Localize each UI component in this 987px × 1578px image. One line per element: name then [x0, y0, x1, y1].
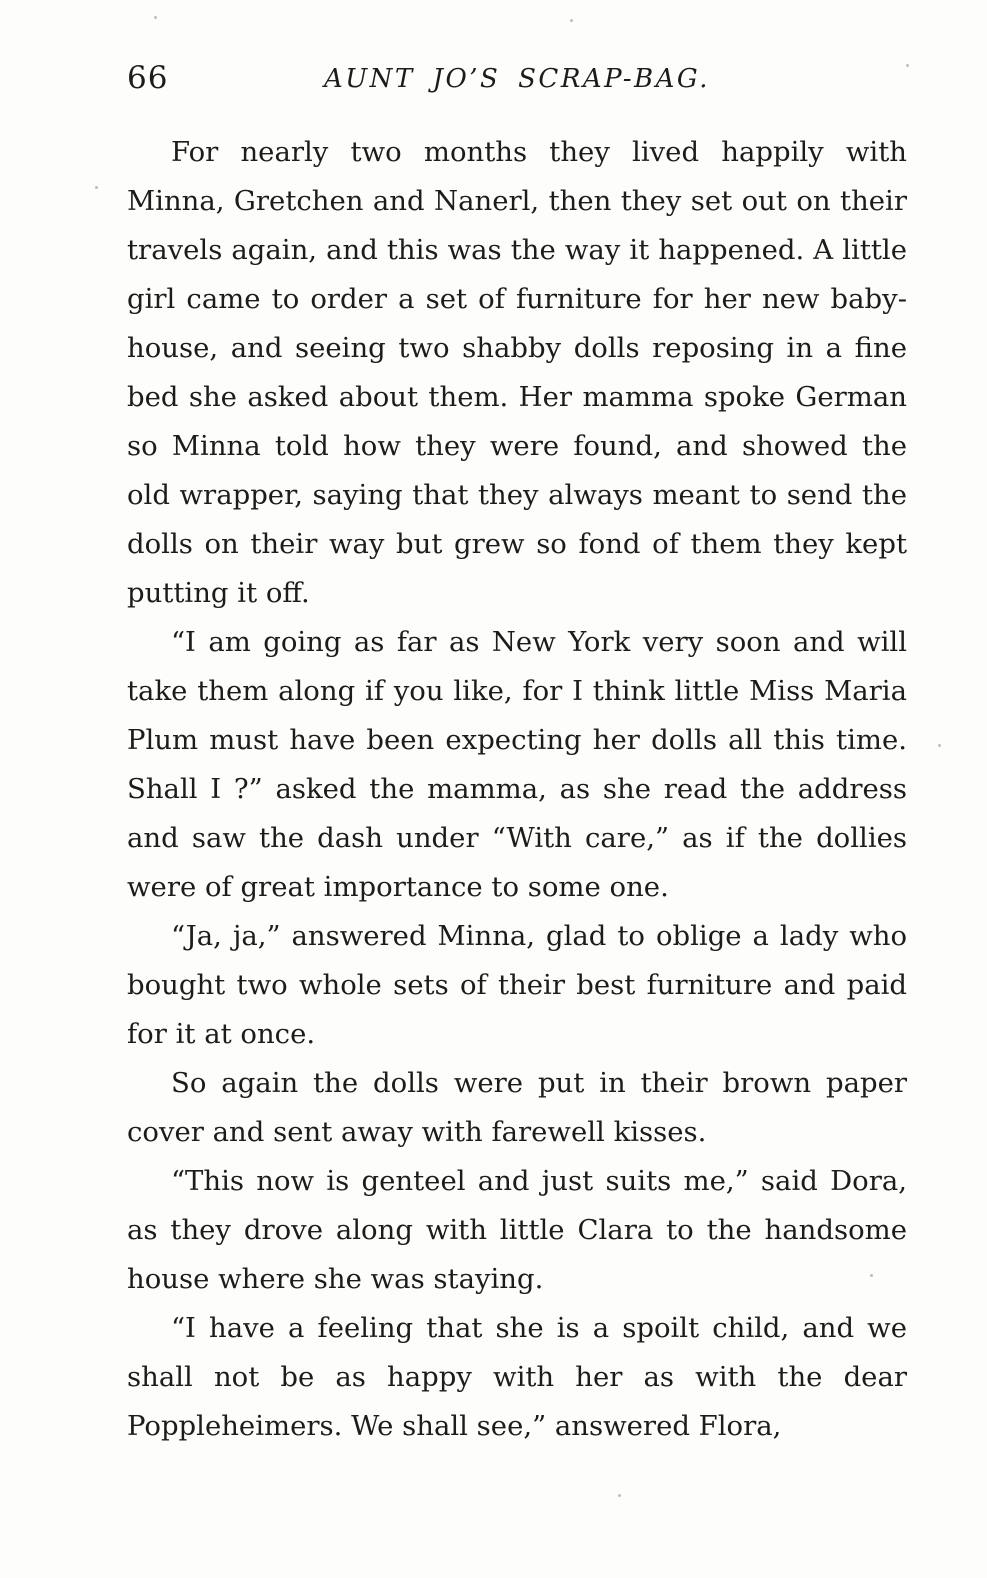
scan-artifact — [938, 744, 941, 747]
scan-artifact — [154, 16, 157, 19]
paragraph-3: “Ja, ja,” answered Minna, glad to oblige a lady who bought two whole sets of their best furniture and paid for it at once. — [127, 920, 907, 1050]
page-number: 66 — [127, 60, 169, 96]
scan-artifact — [870, 1274, 873, 1277]
paragraph-5: “This now is genteel and just suits me,” said Dora, as they drove along with little Clara to the handsome house where she was staying. — [127, 1165, 907, 1295]
page-header — [127, 56, 907, 102]
scan-artifact — [95, 186, 98, 189]
paragraph-1: For nearly two months they lived happily with Minna, Gretchen and Nanerl, then they set out on their travels again, and this was the way it happened. A little girl came to order a set of furniture for her new baby-house, and seeing two shabby dolls reposing in a fine bed she asked about them. Her mamma spoke German so Minna told how they were found, and showed the old wrapper, saying that they always meant to send the dolls on their way but grew so fond of them they kept putting it off. — [127, 136, 907, 609]
page-body — [127, 128, 907, 1451]
scan-artifact — [570, 19, 573, 22]
scan-artifact — [618, 1494, 621, 1497]
paragraph-2: “I am going as far as New York very soon and will take them along if you like, for I think little Miss Maria Plum must have been expecting her dolls all this time. Shall I ?” asked the mamma, as she read the address and saw the dash under “With care,” as if the dollies were of great importance to some one. — [127, 626, 907, 903]
paragraph-4: So again the dolls were put in their brown paper cover and sent away with farewell kisses. — [127, 1067, 907, 1148]
running-header-title: AUNT JO’S SCRAP-BAG. — [323, 64, 711, 94]
paragraph-6: “I have a feeling that she is a spoilt child, and we shall not be as happy with her as with the dear Poppleheimers. We shall see,” answered Flora, — [127, 1312, 907, 1442]
